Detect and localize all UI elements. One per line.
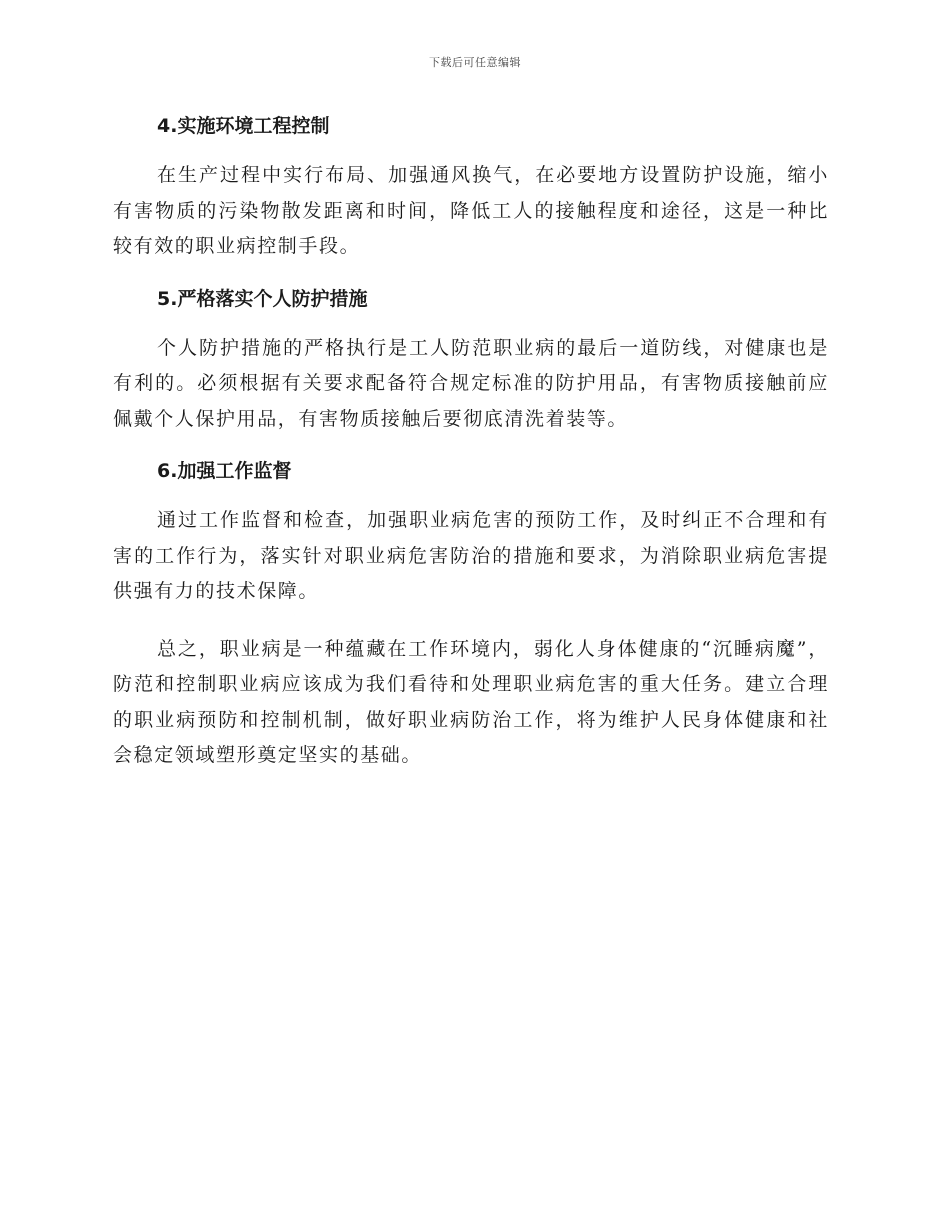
section-paragraph: 通过工作监督和检查，加强职业病危害的预防工作，及时纠正不合理和有害的工作行为，落实针对职业病危害防治的措施和要求，为消除职业病危害提供强有力的技术保障。 — [113, 509, 829, 602]
section-heading: 5.严格落实个人防护措施 — [157, 287, 368, 310]
section-heading: 4.实施环境工程控制 — [157, 115, 330, 137]
section-5 — [113, 281, 829, 438]
document-body — [113, 108, 829, 790]
page-header: 下载后可任意编辑 — [429, 56, 521, 69]
section-heading: 6.加强工作监督 — [157, 460, 292, 482]
conclusion-paragraph: 总之，职业病是一种蕴藏在工作环境内，弱化人身体健康的“沉睡病魔”，防范和控制职业病应该成为我们看待和处理职业病危害的重大任务。建立合理的职业病预防和控制机制，做好职业病防治工作，将为维护人民身体健康和社会稳定领域塑形奠定坚实的基础。 — [113, 637, 829, 766]
section-6 — [113, 453, 829, 610]
section-paragraph: 在生产过程中实行布局、加强通风换气，在必要地方设置防护设施，缩小有害物质的污染物散发距离和时间，降低工人的接触程度和途径，这是一种比较有效的职业病控制手段。 — [113, 164, 829, 257]
section-4 — [113, 108, 829, 265]
section-paragraph: 个人防护措施的严格执行是工人防范职业病的最后一道防线，对健康也是有利的。必须根据有关要求配备符合规定标准的防护用品，有害物质接触前应佩戴个人保护用品，有害物质接触后要彻底清洗着装等。 — [113, 336, 829, 430]
